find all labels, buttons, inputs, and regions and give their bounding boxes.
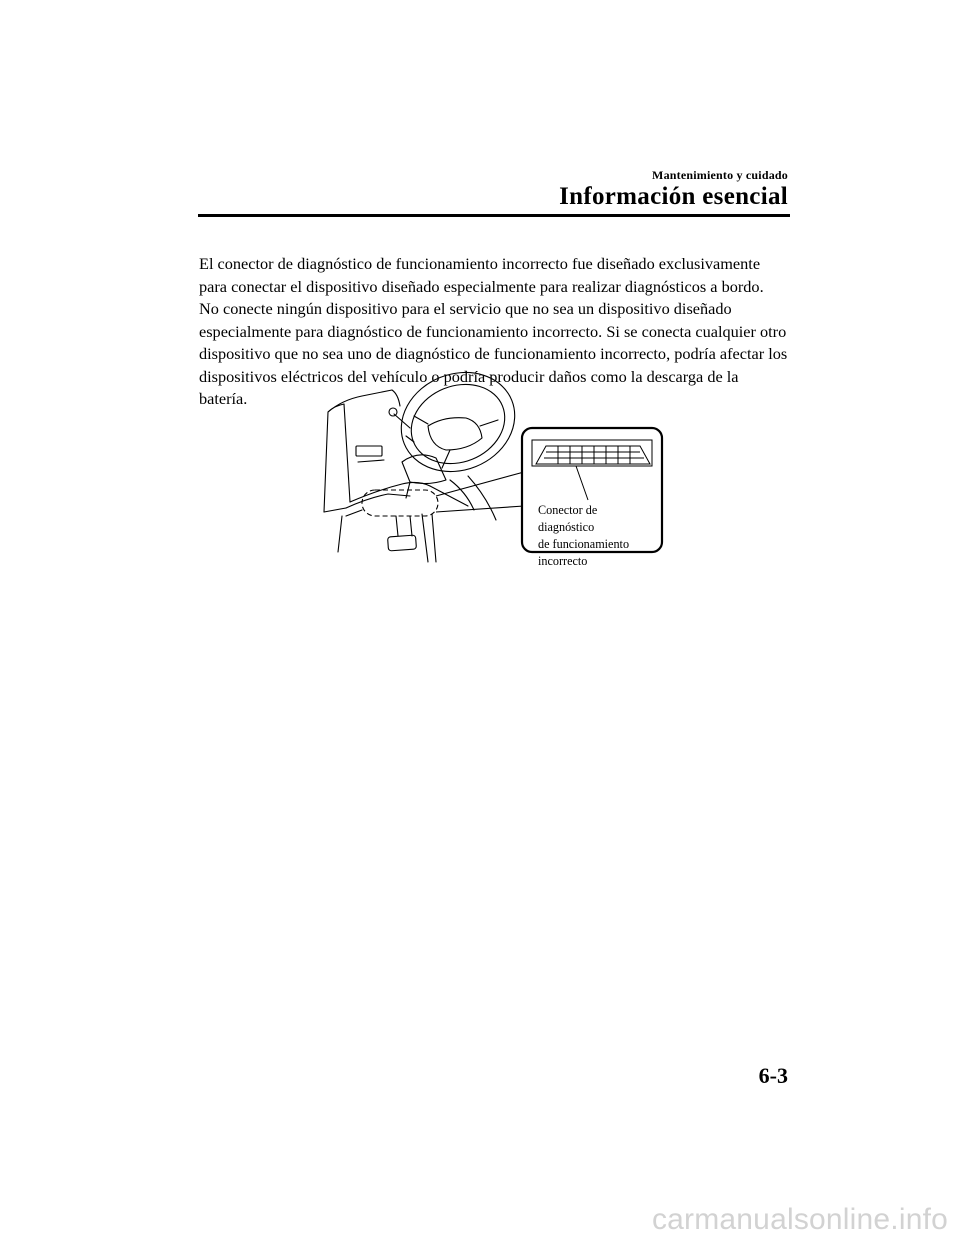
page-title: Información esencial (559, 183, 788, 210)
page-number: 6-3 (758, 1063, 788, 1088)
header-divider (198, 214, 790, 217)
paragraph-1: El conector de diagnóstico de funcionamiento incorrecto fue diseñado exclusivamente para conectar el dispositivo diseñado especialmente para realizar diagnósticos a bordo. (199, 254, 764, 296)
connector-callout-label (538, 502, 656, 570)
callout-line-2: de funcionamiento (538, 537, 630, 551)
section-header: Mantenimiento y cuidado (652, 168, 788, 182)
watermark: carmanualsonline.info (651, 1203, 948, 1236)
paragraph-2: No conecte ningún dispositivo para el servicio que no sea un dispositivo diseñado especialmente para diagnóstico de funcionamiento incorrecto. Si se conecta cualquier otro dispositivo que no sea uno de diagnóstico de funcionamiento incorrecto, podría afectar los dispositivos eléctricos del vehículo o podría producir daños como la descarga de la batería. (199, 299, 788, 408)
callout-line-3: incorrecto (538, 554, 588, 568)
callout-line-1: Conector de diagnóstico (538, 503, 598, 534)
